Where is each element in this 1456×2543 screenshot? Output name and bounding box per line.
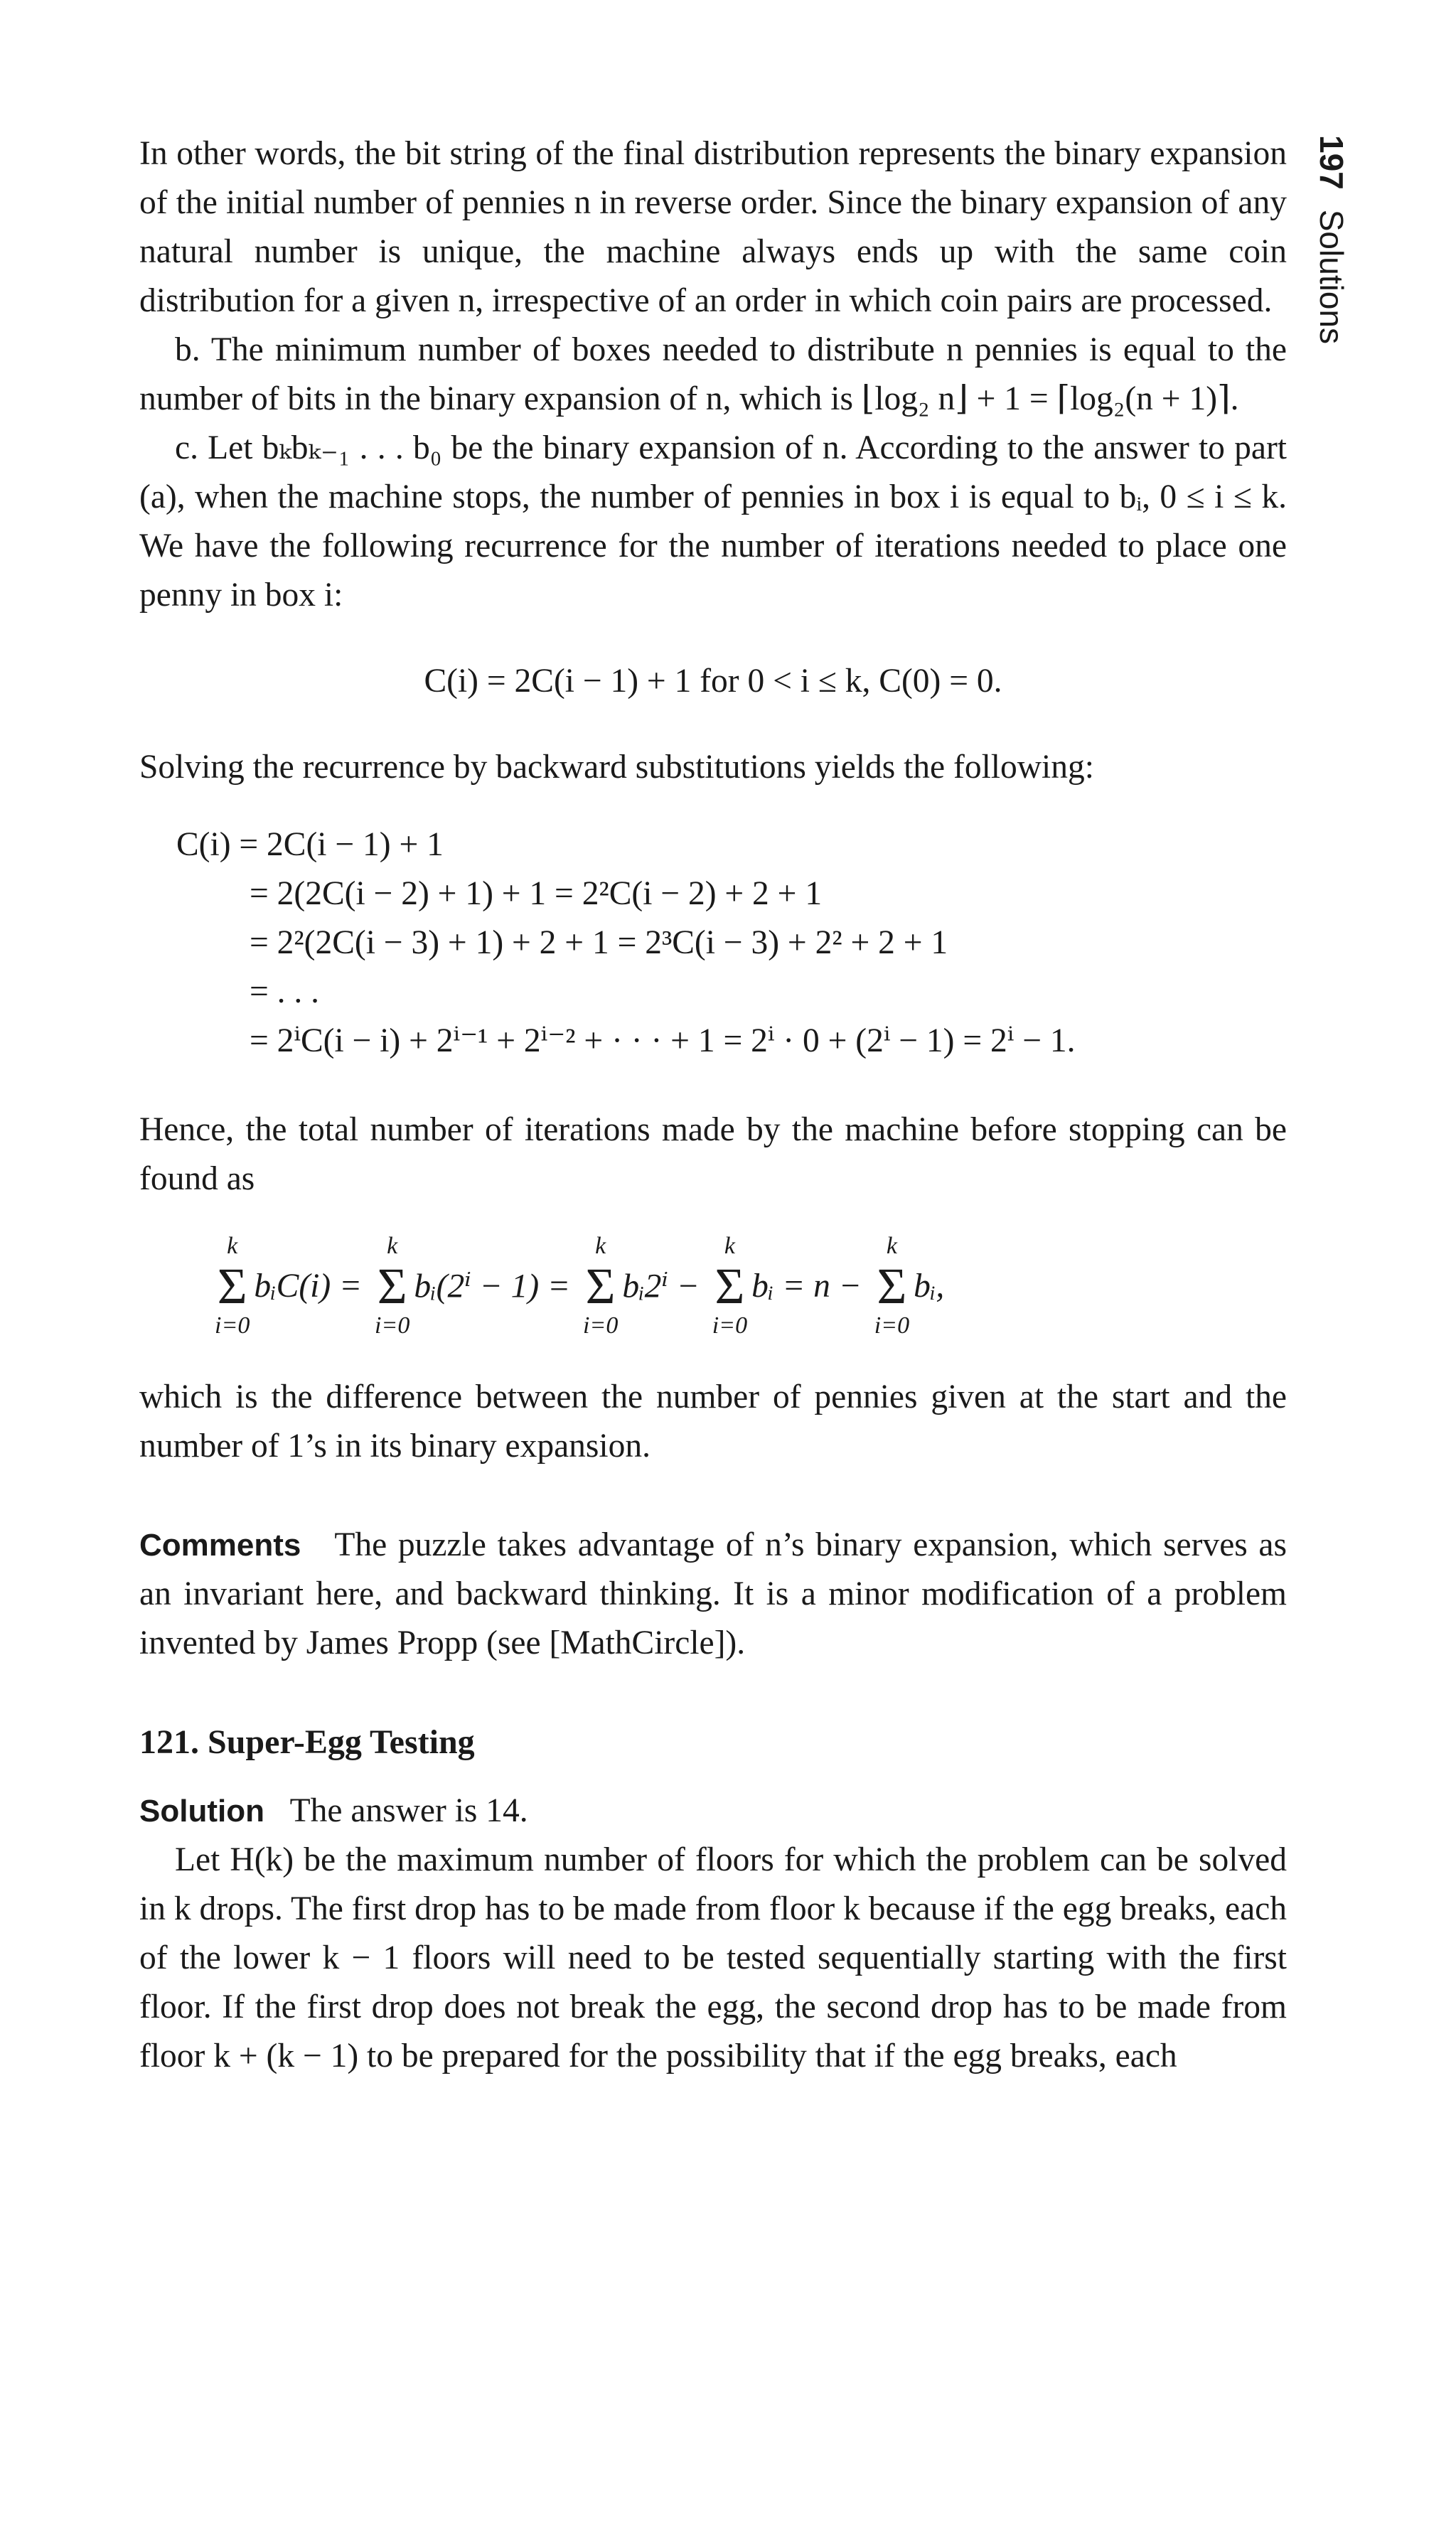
paragraph-difference: which is the difference between the number of pennies given at the start and the number of 1’s in its binary expansion. [139,1378,1287,1465]
sum-term-3: bᵢ2ⁱ − [622,1268,700,1305]
sum-symbol-1: k Σ i=0 [215,1233,250,1339]
sum-term-5: bᵢ, [914,1268,945,1305]
page-body [139,129,1287,2081]
sum-term-2: bᵢ(2ⁱ − 1) = [414,1268,571,1305]
paragraph-1: In other words, the bit string of the final distribution represents the binary expansion of the initial number of pennies n in reverse order. Since the binary expansion of any natural number is unique, the machine always ends up with the same coin distribution for a given n, irrespective of an order in which coin pairs are processed. [139,135,1287,319]
comments-paragraph [139,1521,1287,1668]
paragraph-super-egg: Let H(k) be the maximum number of floors for which the problem can be solved in k drops. The first drop has to be made from floor k because if the egg breaks, each of the lower k − 1 floors will need to be tested sequentially starting with the first floor. If the first drop does not break the egg, the second drop has to be made from floor k + (k − 1) to be prepared for the possibility that if the egg breaks, each [139,1841,1287,2074]
sum-symbol-4: k Σ i=0 [712,1233,748,1339]
paragraph-backward-substitution: Solving the recurrence by backward substitutions yields the following: [139,749,1094,786]
paragraph-part-b: b. The minimum number of boxes needed to distribute n pennies is equal to the number of bits in the binary expansion of n, which is ⌊log₂ n⌋ + 1 = ⌈log₂(n + 1)⌉. [139,331,1287,417]
derivation-line-4: = . . . [250,973,320,1010]
solution-paragraph [139,1787,1287,1836]
derivation-line-2: = 2(2C(i − 2) + 1) + 1 = 2²C(i − 2) + 2 + 1 [250,875,823,912]
comments-text: The puzzle takes advantage of n’s binary expansion, which serves as an invariant here, and backward thinking. It is a minor modification of a problem invented by James Propp (see [MathCircle]). [139,1526,1287,1661]
sum-symbol-5: k Σ i=0 [874,1233,910,1339]
derivation [139,820,1287,1066]
sum-term-1: bᵢC(i) = [254,1268,363,1305]
derivation-line-3: = 2²(2C(i − 3) + 1) + 2 + 1 = 2³C(i − 3) + 2² + 2 + 1 [250,924,948,961]
sum-symbol-3: k Σ i=0 [582,1233,619,1339]
running-head [1312,135,1351,344]
section-title: Solutions [1313,209,1350,344]
paragraph-hence: Hence, the total number of iterations made by the machine before stopping can be found as [139,1111,1287,1197]
sum-term-4: bᵢ = n − [751,1268,862,1305]
section-heading: 121. Super-Egg Testing [139,1723,475,1761]
recurrence-equation: C(i) = 2C(i − 1) + 1 for 0 < i ≤ k, C(0) = 0. [424,663,1002,700]
comments-label: Comments [139,1528,301,1563]
derivation-line-5: = 2ⁱC(i − i) + 2ⁱ⁻¹ + 2ⁱ⁻² + · · · + 1 = 2ⁱ · 0 + (2ⁱ − 1) = 2ⁱ − 1. [250,1022,1076,1059]
paragraph-part-c: c. Let bₖbₖ₋₁ . . . b₀ be the binary expansion of n. According to the answer to part (a), when the machine stops, the number of pennies in box i is equal to bᵢ, 0 ≤ i ≤ k. We have the following recurrence for the number of iterations needed to place one penny in box i: [139,429,1287,614]
sum-equation [139,1232,1287,1339]
sum-symbol-2: k Σ i=0 [374,1233,410,1339]
solution-label: Solution [139,1794,264,1829]
page-number: 197 [1313,135,1350,190]
solution-answer: The answer is 14. [289,1792,528,1829]
derivation-line-1: C(i) = 2C(i − 1) + 1 [176,826,444,863]
